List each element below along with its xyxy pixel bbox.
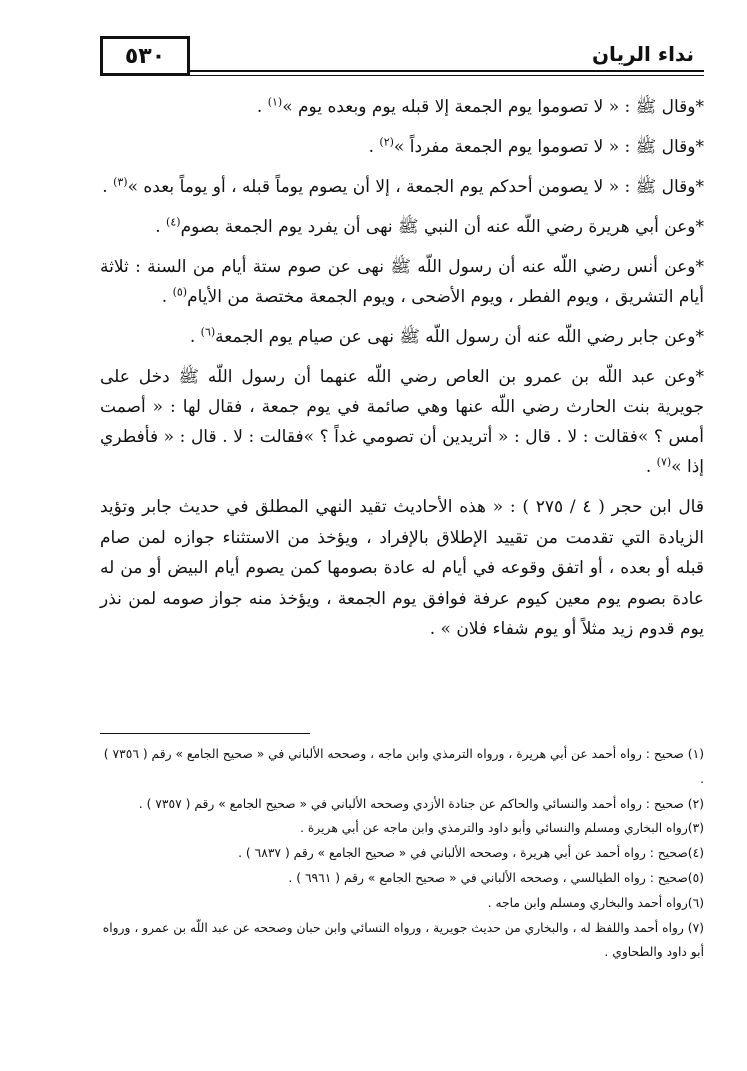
footnote: (٤)صحيح : رواه أحمد عن أبي هريرة ، وصححه الألباني في « صحيح الجامع » رقم ( ٦٨٣٧ ) . — [238, 846, 704, 861]
footnote-ref: (٧) — [656, 455, 672, 469]
hadith-end: . — [645, 457, 657, 477]
footnote: (٦)رواه أحمد والبخاري ومسلم وابن ماجه . — [487, 895, 704, 910]
footnote-ref: (٢) — [379, 135, 394, 149]
commentary-paragraph: قال ابن حجر ( ٤ / ٢٧٥ ) : « هذه الأحاديث تقيد النهي المطلق في حديث جابر وتؤيد الزيادة التي تقدمت من تقييد الإطلاق بالإفراد ، ويؤخذ من الاستثناء جوازه لمن صام قبله أو بعده ، أو اتفق وقوعه في أيام له عادة بصومها كمن يصوم أيام البيض أو من له عادة بصوم يوم معين كيوم عرفة فوافق يوم الجمعة ، ويؤخذ منه جواز صومه لمن نذر يوم قدوم زيد مثلاً أو يوم شفاء فلان » . — [100, 497, 704, 639]
footnote: (٢) صحيح : رواه أحمد والنسائي والحاكم عن جنادة الأزدي وصححه الألباني في « صحيح الجامع » رقم ( ٧٣٥٧ ) . — [138, 796, 704, 811]
hadith-end: . — [102, 177, 114, 197]
hadith-paragraph — [100, 212, 704, 242]
main-text — [100, 92, 704, 655]
page-header — [100, 36, 704, 80]
book-title: نداء الريان — [591, 42, 694, 66]
page-number: ٥٣٠ — [100, 36, 190, 76]
hadith-end: . — [368, 137, 380, 157]
hadith-text: *وعن أنس رضي اللّه عنه أن رسول اللّه ﷺ نهى عن صوم ستة أيام من السنة : ثلاثة أيام التشريق ، ويوم الفطر ، ويوم الأضحى ، ويوم الجمعة مختصة من الأيام — [100, 257, 704, 307]
hadith-end: . — [155, 217, 167, 237]
footnote-ref: (٤) — [166, 215, 181, 229]
hadith-end: . — [189, 327, 201, 347]
header-rule-thin — [188, 75, 704, 76]
hadith-paragraph — [100, 172, 704, 202]
footnote: (٣)رواه البخاري ومسلم والنسائي وأبو داود والترمذي وابن ماجه عن أبي هريرة . — [300, 821, 704, 836]
footnotes — [100, 742, 704, 965]
header-rule — [188, 70, 704, 72]
footnote-separator — [100, 733, 310, 734]
hadith-text: *وقال ﷺ : « لا يصومن أحدكم يوم الجمعة ، إلا أن يصوم يوماً قبله ، أو يوماً بعده » — [127, 177, 704, 197]
footnote: (٥)صحيح : رواه الطيالسي ، وصححه الألباني في « صحيح الجامع » رقم ( ٦٩٦١ ) . — [288, 870, 704, 885]
hadith-text: *وعن جابر رضي اللّه عنه أن رسول اللّه ﷺ نهى عن صيام يوم الجمعة — [215, 327, 704, 347]
hadith-paragraph — [100, 252, 704, 312]
hadith-text: *وعن عبد اللّه بن عمرو بن العاص رضي اللّه عنهما أن رسول اللّه ﷺ دخل على جويرية بنت الحارث رضي اللّه عنها وهي صائمة في يوم جمعة ، فقال لها : « أصمت أمس ؟ »فقالت : لا . قال : « أتريدين أن تصومي غداً ؟ »فقالت : لا . قال : « فأفطري إذا » — [100, 367, 704, 477]
hadith-text: *وقال ﷺ : « لا تصوموا يوم الجمعة إلا قبله يوم وبعده يوم » — [282, 97, 704, 117]
footnote: (١) صحيح : رواه أحمد عن أبي هريرة ، ورواه الترمذي وابن ماجه ، وصححه الألباني في « صحيح الجامع » رقم ( ٧٣٥٦ ) . — [103, 747, 704, 786]
hadith-paragraph — [100, 362, 704, 482]
hadith-paragraph — [100, 322, 704, 352]
footnote-ref: (٥) — [172, 285, 188, 299]
footnote-ref: (١) — [267, 95, 283, 109]
hadith-paragraph — [100, 132, 704, 162]
hadith-paragraph — [100, 92, 704, 122]
hadith-text: *وقال ﷺ : « لا تصوموا يوم الجمعة مفرداً » — [393, 137, 704, 157]
footnote-ref: (٦) — [200, 325, 216, 339]
footnote: (٧) رواه أحمد واللفظ له ، والبخاري من حديث جويرية ، ورواه النسائي وابن حبان وصححه عن عبد اللّه بن عمرو ، ورواه أبو داود والطحاوي . — [102, 920, 704, 960]
hadith-end: . — [256, 97, 268, 117]
hadith-end: . — [161, 287, 173, 307]
hadith-text: *وعن أبي هريرة رضي اللّه عنه أن النبي ﷺ نهى أن يفرد يوم الجمعة بصوم — [180, 217, 704, 237]
footnote-ref: (٣) — [113, 175, 128, 189]
